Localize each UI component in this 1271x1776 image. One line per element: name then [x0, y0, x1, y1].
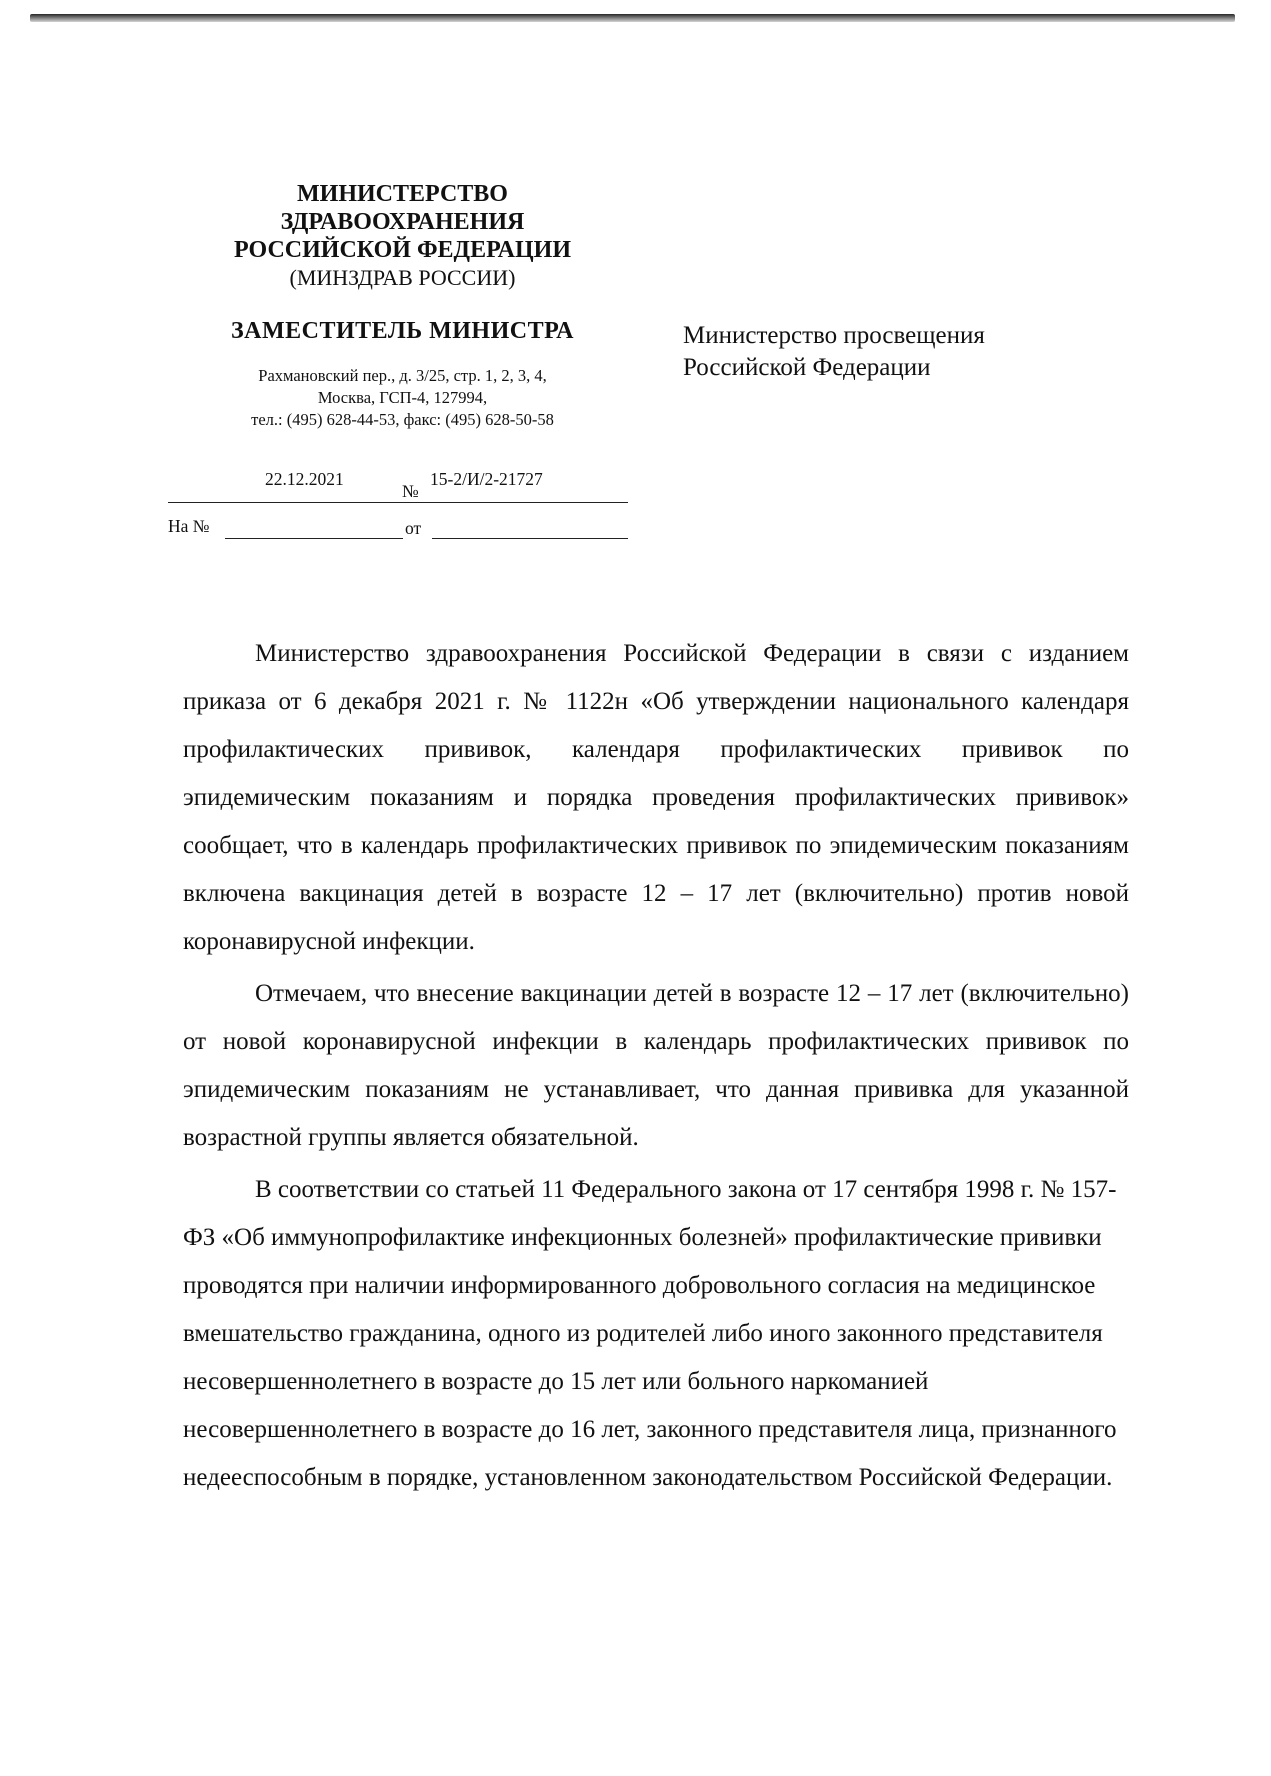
- address-line3: тел.: (495) 628-44-53, факс: (495) 628-50-58: [251, 410, 554, 429]
- ref-label: На №: [168, 516, 210, 536]
- org-name-line2: ЗДРАВООХРАНЕНИЯ: [280, 209, 525, 235]
- address-line1: Рахмановский пер., д. 3/25, стр. 1, 2, 3, 4,: [258, 366, 547, 385]
- letter-body: [183, 630, 1129, 1506]
- ref-date-line: [432, 538, 628, 539]
- registration-number: 15-2/И/2-21727: [430, 469, 543, 489]
- paragraph-2: Отмечаем, что внесение вакцинации детей в возрасте 12 – 17 лет (включительно) от новой коронавирусной инфекции в календарь профилактических прививок по эпидемическим показаниям не устанавливает, что данная прививка для указанной возрастной группы является обязательной.: [183, 980, 1129, 1151]
- address-line2: Москва, ГСП-4, 127994,: [317, 388, 488, 407]
- recipient-line2: Российской Федерации: [683, 354, 931, 381]
- letterhead: [170, 180, 635, 431]
- paragraph-1: Министерство здравоохранения Российской Федерации в связи с изданием приказа от 6 декабря 2021 г. № 1122н «Об утверждении национального календаря профилактических прививок, календаря профилактических прививок по эпидемическим показаниям и порядка проведения профилактических прививок» сообщает, что в календарь профилактических прививок по эпидемическим показаниям включена вакцинация детей в возрасте 12 – 17 лет (включительно) против новой коронавирусной инфекции.: [183, 640, 1129, 955]
- number-label: №: [402, 481, 419, 501]
- position-title: ЗАМЕСТИТЕЛЬ МИНИСТРА: [230, 318, 575, 344]
- org-name-line1: МИНИСТЕРСТВО: [297, 181, 508, 207]
- recipient: [683, 320, 985, 384]
- paragraph-3: В соответствии со статьей 11 Федерального закона от 17 сентября 1998 г. № 157-ФЗ «Об иммунопрофилактике инфекционных болезней» профилактические прививки проводятся при наличии информированного добровольного согласия на медицинское вмешательство гражданина, одного из родителей либо иного законного представителя несовершеннолетнего в возрасте до 15 лет или больного наркоманией несовершеннолетнего в возрасте до 16 лет, законного представителя лица, признанного недееспособным в порядке, установленном законодательством Российской Федерации.: [183, 1176, 1117, 1491]
- org-name-line3: РОССИЙСКОЙ ФЕДЕРАЦИИ: [233, 237, 572, 263]
- address-block: [170, 365, 635, 431]
- registration-line: [168, 502, 628, 503]
- ref-number-line: [225, 538, 403, 539]
- scan-edge: [30, 14, 1235, 22]
- registration-date: 22.12.2021: [265, 469, 344, 489]
- recipient-line1: Министерство просвещения: [683, 322, 985, 349]
- org-short-name: (МИНЗДРАВ РОССИИ): [289, 265, 516, 290]
- from-label: от: [405, 518, 422, 538]
